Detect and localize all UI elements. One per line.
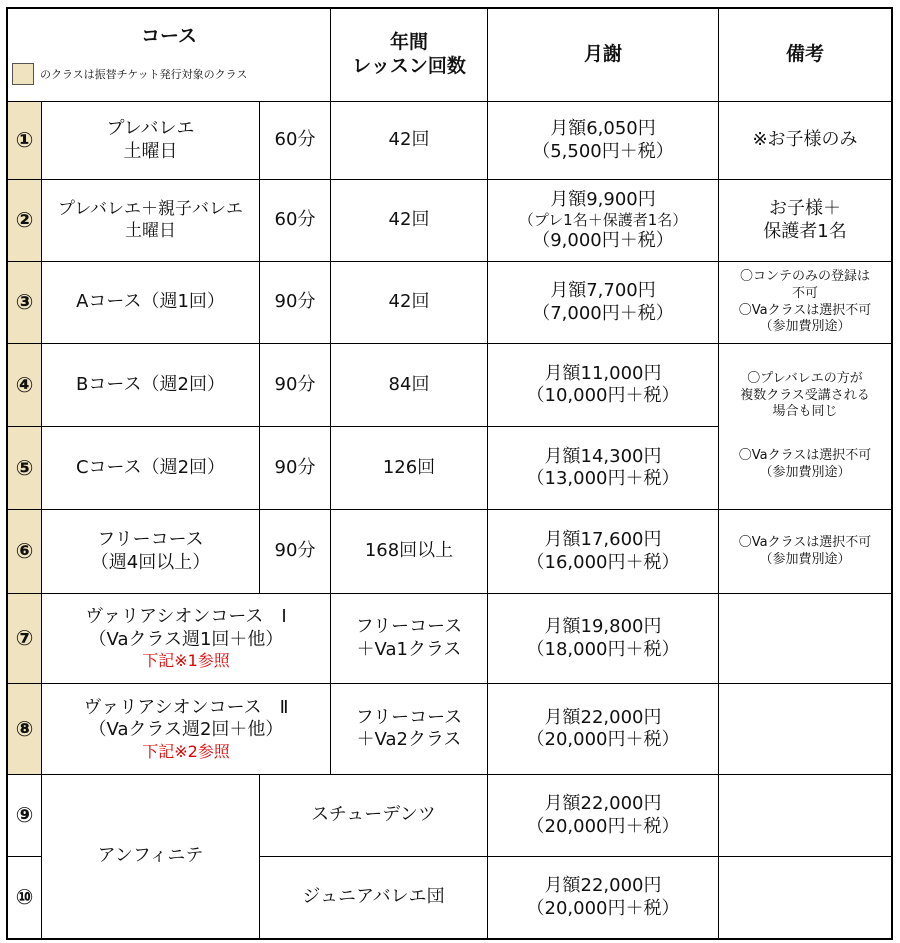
remarks: 〇Vaクラスは選択不可 （参加費別途） [738, 448, 872, 480]
course-name: Cコース（週2回） [75, 456, 226, 478]
reference-note: 下記※2参照 [142, 741, 230, 761]
row-number: ⑩ [15, 885, 34, 910]
course-duration: 60分 [274, 129, 316, 151]
course-name: スチューデンツ [311, 804, 436, 826]
course-duration: 60分 [274, 209, 316, 231]
annual-lessons: 168回以上 [364, 540, 454, 562]
remarks: 〇コンテのみの登録は 不可 〇Vaクラスは選択不可 （参加費別途） [738, 268, 872, 335]
annual-lessons: 42回 [388, 129, 430, 151]
course-group-name: アンフィニテ [97, 845, 204, 867]
course-name: ヴァリアシオンコース Ⅰ （Vaクラス週1回＋他） 下記※1参照 [85, 606, 287, 670]
row-number: ⑤ [15, 455, 34, 480]
row-number: ② [15, 208, 34, 233]
row-number: ④ [15, 372, 34, 397]
annual-lessons: フリーコース ＋Va2クラス [355, 706, 463, 750]
header-lessons: 年間 レッスン回数 [352, 31, 466, 77]
legend-text: のクラスは振替チケット発行対象のクラス [40, 68, 248, 81]
remarks: ※お子様のみ [752, 129, 858, 151]
remarks: 〇プレバレエの方が 複数クラス受講される 場合も同じ [740, 370, 870, 420]
monthly-fee: 月額22,000円 （20,000円＋税） [526, 875, 680, 919]
row-number: ⑦ [15, 626, 34, 651]
course-name: ジュニアバレエ団 [302, 886, 445, 908]
monthly-fee: 月額17,600円 （16,000円＋税） [526, 529, 680, 573]
remarks: 〇Vaクラスは選択不可 （参加費別途） [738, 534, 872, 567]
course-name: Aコース（週1回） [76, 291, 225, 313]
legend-swatch [12, 63, 34, 85]
monthly-fee: 月額22,000円 （20,000円＋税） [526, 793, 680, 837]
monthly-fee: 月額14,300円 （13,000円＋税） [526, 445, 680, 489]
row-number: ⑥ [15, 539, 34, 564]
header-course: コース [140, 25, 198, 48]
row-number: ③ [15, 290, 34, 315]
course-name: Bコース（週2回） [76, 373, 225, 395]
header-notes: 備考 [785, 43, 824, 66]
monthly-fee: 月額6,050円 （5,500円＋税） [532, 118, 674, 162]
course-duration: 90分 [274, 456, 316, 478]
reference-note: 下記※1参照 [142, 651, 230, 670]
annual-lessons: フリーコース ＋Va1クラス [355, 616, 463, 660]
course-name: ヴァリアシオンコース Ⅱ （Vaクラス週2回＋他） 下記※2参照 [83, 696, 289, 761]
course-duration: 90分 [274, 373, 316, 395]
course-duration: 90分 [274, 291, 316, 313]
monthly-fee: 月額9,900円 （プレ1名＋保護者1名） （9,000円＋税） [518, 188, 688, 251]
course-name: プレバレエ＋親子バレエ 土曜日 [57, 199, 244, 241]
annual-lessons: 42回 [388, 209, 430, 231]
course-duration: 90分 [274, 540, 316, 562]
annual-lessons: 126回 [382, 456, 436, 478]
course-name: フリーコース （週4回以上） [90, 529, 211, 573]
annual-lessons: 42回 [388, 291, 430, 313]
course-name: プレバレエ 土曜日 [106, 118, 195, 162]
monthly-fee: 月額11,000円 （10,000円＋税） [526, 362, 680, 406]
remarks: お子様＋ 保護者1名 [763, 198, 847, 242]
row-number: ① [15, 128, 34, 153]
monthly-fee: 月額22,000円 （20,000円＋税） [526, 706, 680, 750]
header-fee: 月謝 [583, 43, 622, 66]
monthly-fee: 月額7,700円 （7,000円＋税） [532, 280, 674, 324]
row-number: ⑨ [15, 803, 34, 828]
row-number: ⑧ [15, 716, 34, 741]
monthly-fee: 月額19,800円 （18,000円＋税） [526, 616, 680, 660]
annual-lessons: 84回 [388, 373, 430, 395]
